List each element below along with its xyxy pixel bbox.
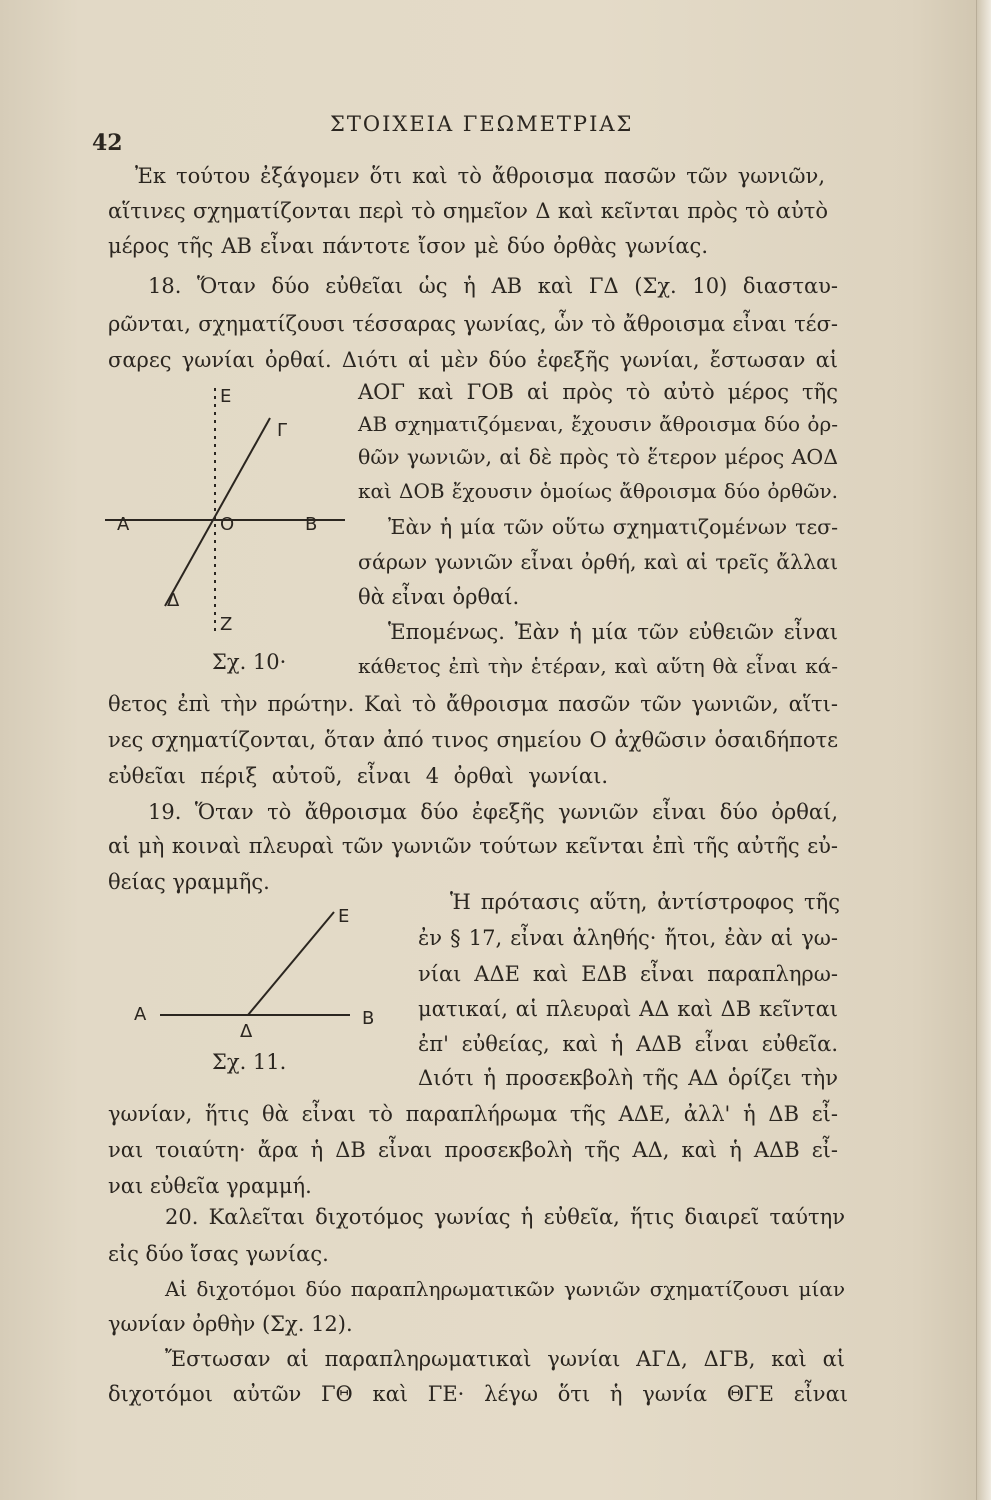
text-line: Αἱ διχοτόμοι δύο παραπληρωματικῶν γωνιῶν σχηματίζουσι μίαν bbox=[165, 1277, 845, 1301]
text-line: ΑΒ σχηματιζόμεναι, ἔχουσιν ἄθροισμα δύο ὀρ- bbox=[358, 412, 838, 436]
figure-10 bbox=[105, 378, 350, 643]
text-line: θὰ εἶναι ὀρθαί. bbox=[358, 585, 520, 609]
text-line: Ἔστωσαν αἱ παραπληρωματικαὶ γωνίαι ΑΓΔ, ΔΓΒ, καὶ αἱ bbox=[165, 1347, 845, 1371]
label-B: Β bbox=[362, 1008, 375, 1029]
text-line: σαρες γωνίαι ὀρθαί. Διότι αἱ μὲν δύο ἐφεξῆς γωνίαι, ἔστωσαν αἱ bbox=[108, 348, 838, 372]
text-line: 18. Ὅταν δύο εὐθεῖαι ὡς ἡ ΑΒ καὶ ΓΔ (Σχ. 10) διασταυ- bbox=[148, 274, 838, 298]
text-line: καὶ ΔΟΒ ἔχουσιν ὁμοίως ἄθροισμα δύο ὀρθῶν. bbox=[358, 479, 838, 503]
text-line: Διότι ἡ προσεκβολὴ τῆς ΑΔ ὁρίζει τὴν bbox=[418, 1066, 838, 1090]
label-O: Ο bbox=[220, 514, 235, 535]
text-line: διχοτόμοι αὐτῶν ΓΘ καὶ ΓΕ· λέγω ὅτι ἡ γωνία ΘΓΕ εἶναι bbox=[108, 1382, 848, 1406]
text-line: 20. Καλεῖται διχοτόμος γωνίας ἡ εὐθεῖα, ἥτις διαιρεῖ ταύτην bbox=[165, 1205, 845, 1229]
text-line: γωνίαν, ἥτις θὰ εἶναι τὸ παραπλήρωμα τῆς ΑΔΕ, ἀλλ' ἡ ΔΒ εἶ- bbox=[108, 1102, 838, 1126]
figure-10-drawing bbox=[105, 378, 350, 643]
text-line: ματικαί, αἱ πλευραὶ ΑΔ καὶ ΔΒ κεῖνται bbox=[418, 997, 838, 1021]
text-line: Ἑπομένως. Ἐὰν ἡ μία τῶν εὐθειῶν εἶναι bbox=[388, 620, 838, 644]
line-DE bbox=[248, 912, 334, 1015]
text-line: ρῶνται, σχηματίζουσι τέσσαρας γωνίας, ὧν τὸ ἄθροισμα εἶναι τέσ- bbox=[108, 312, 838, 336]
label-G: Γ bbox=[277, 420, 288, 441]
page-number: 42 bbox=[92, 130, 123, 156]
label-Z: Ζ bbox=[220, 614, 233, 635]
text-line: μέρος τῆς ΑΒ εἶναι πάντοτε ἴσον μὲ δύο ὀρθὰς γωνίας. bbox=[108, 234, 708, 258]
label-A: Α bbox=[117, 514, 130, 535]
text-line: 19. Ὅταν τὸ ἄθροισμα δύο ἐφεξῆς γωνιῶν εἶναι δύο ὀρθαί, bbox=[148, 800, 838, 824]
text-line: ΑΟΓ καὶ ΓΟΒ αἱ πρὸς τὸ αὐτὸ μέρος τῆς bbox=[358, 380, 838, 404]
text-line: κάθετος ἐπὶ τὴν ἑτέραν, καὶ αὕτη θὰ εἶναι κά- bbox=[358, 654, 838, 678]
text-line: Ἐκ τούτου ἐξάγομεν ὅτι καὶ τὸ ἄθροισμα πασῶν τῶν γωνιῶν, bbox=[135, 164, 825, 188]
text-line: εἰς δύο ἴσας γωνίας. bbox=[108, 1242, 329, 1266]
label-E: Ε bbox=[338, 906, 350, 927]
figure-10-caption: Σχ. 10· bbox=[212, 650, 287, 674]
text-line: ἐπ' εὐθείας, καὶ ἡ ΑΔΒ εἶναι εὐθεῖα. bbox=[418, 1032, 838, 1056]
text-line: Ἡ πρότασις αὕτη, ἀντίστροφος τῆς bbox=[450, 890, 840, 914]
line-GD bbox=[165, 418, 270, 606]
text-line: σάρων γωνιῶν εἶναι ὀρθή, καὶ αἱ τρεῖς ἄλλαι bbox=[358, 550, 838, 574]
text-line: εὐθεῖαι πέριξ αὐτοῦ, εἶναι 4 ὀρθαὶ γωνίαι. bbox=[108, 764, 608, 788]
label-E: Ε bbox=[220, 386, 232, 407]
text-line: ἐν § 17, εἶναι ἀληθής· ἤτοι, ἐὰν αἱ γω- bbox=[418, 926, 838, 950]
text-line: ναι εὐθεῖα γραμμή. bbox=[108, 1174, 312, 1198]
running-title: ΣΤΟΙΧΕΙΑ ΓΕΩΜΕΤΡΙΑΣ bbox=[330, 112, 634, 136]
text-line: νες σχηματίζονται, ὅταν ἀπό τινος σημείου Ο ἀχθῶσιν ὁσαιδήποτε bbox=[108, 728, 838, 752]
text-line: θετος ἐπὶ τὴν πρώτην. Καὶ τὸ ἄθροισμα πασῶν τῶν γωνιῶν, αἵτι- bbox=[108, 692, 838, 716]
figure-11 bbox=[130, 898, 380, 1038]
text-line: θῶν γωνιῶν, αἱ δὲ πρὸς τὸ ἕτερον μέρος ΑΟΔ bbox=[358, 445, 838, 469]
label-A: Α bbox=[134, 1004, 147, 1025]
figure-11-caption: Σχ. 11. bbox=[212, 1050, 287, 1074]
text-line: θείας γραμμῆς. bbox=[108, 870, 270, 894]
figure-11-drawing bbox=[130, 898, 380, 1038]
text-line: ναι τοιαύτη· ἄρα ἡ ΔΒ εἶναι προσεκβολὴ τῆς ΑΔ, καὶ ἡ ΑΔΒ εἶ- bbox=[108, 1138, 838, 1162]
label-D: Δ bbox=[167, 590, 180, 611]
text-line: νίαι ΑΔΕ καὶ ΕΔΒ εἶναι παραπληρω- bbox=[418, 962, 838, 986]
text-line: γωνίαν ὀρθὴν (Σχ. 12). bbox=[108, 1312, 353, 1336]
text-line: αἱ μὴ κοιναὶ πλευραὶ τῶν γωνιῶν τούτων κεῖνται ἐπὶ τῆς αὐτῆς εὐ- bbox=[108, 834, 838, 858]
text-line: Ἐὰν ἡ μία τῶν οὕτω σχηματιζομένων τεσ- bbox=[388, 515, 838, 539]
label-D: Δ bbox=[240, 1021, 253, 1038]
page-edge bbox=[976, 0, 991, 1500]
text-line: αἵτινες σχηματίζονται περὶ τὸ σημεῖον Δ καὶ κεῖνται πρὸς τὸ αὐτὸ bbox=[108, 199, 828, 223]
label-B: Β bbox=[305, 514, 318, 535]
